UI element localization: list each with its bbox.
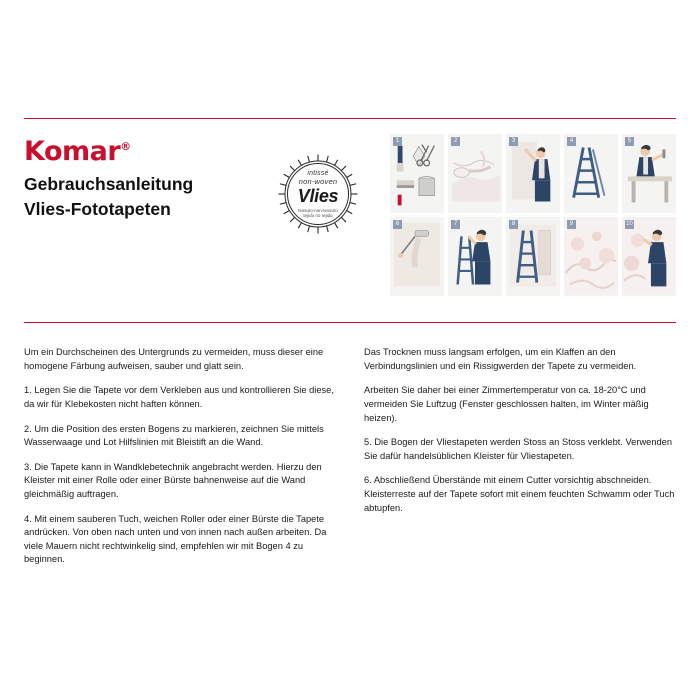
paragraph: 1. Legen Sie die Tapete vor dem Verkleben aus und kontrollieren Sie diese, da wir für Klebekosten nicht haften können. [24,385,334,410]
step-number-badge: 5 [625,137,634,146]
paragraph: 2. Um die Position des ersten Bogens zu markieren, zeichnen Sie mittels Wasserwaage und Lot Hilfslinien mit Bleistift an die Wand. [24,423,324,448]
paragraph: Um ein Durchscheinen des Untergrunds zu vermeiden, muss dieser eine homogene Färbung aufweisen, sauber und glatt sein. [24,347,324,371]
page-title-line2: Vlies-Fototapeten [24,199,171,219]
step-illustration-10 [622,217,676,296]
step-illustration-8 [506,217,560,296]
step-number-badge: 3 [509,137,518,146]
step-number-badge: 9 [567,220,576,229]
paragraph: Das Trocknen muss langsam erfolgen, um ein Klaffen an den Verbindungslinien und ein Rissigwerden der Tapete zu vermeiden. [364,347,637,371]
paragraph: 4. Mit einem sauberen Tuch, weichen Roller oder einer Bürste die Tapete andrücken. Von oben nach unten und von innen nach außen arbeiten. Da viele Mauern nicht rechtwinkelig sind, empfehlen wir mit Bogen 4 zu beginnen. [24,513,327,565]
seal-line-intisse: intissé [307,169,329,177]
step-number-badge: 6 [393,220,402,229]
step-number-badge: 7 [451,220,460,229]
step-illustration-2 [448,134,502,213]
seal-line-nonwoven: non-woven [298,177,338,187]
step-illustration-6 [390,217,444,296]
header [24,130,676,315]
step-number-badge: 8 [509,220,518,229]
seal-line-tessuto: tessuto-non-tessuto [298,208,338,214]
instruction-body [24,337,676,567]
paragraph: 6. Abschließend Überstände mit einem Cutter vorsichtig abschneiden. Kleisterreste auf der Tapete sofort mit einem feuchten Schwamm oder Tuch abtupfen. [364,475,675,513]
paragraph: Arbeiten Sie daher bei einer Zimmertemperatur von ca. 18-20°C und vermeiden Sie Luftzug (Fenster geschlossen halten, im Winter mäßig heizen). [364,385,649,423]
top-divider [24,118,676,119]
paragraph: 5. Die Bogen der Vliestapeten werden Stoss an Stoss verklebt. Verwenden Sie dafür handelsüblichen Kleister für Vliestapeten. [364,437,673,461]
registered-mark: ® [120,140,131,153]
step-number-badge: 1 [393,137,402,146]
step-illustration-9 [564,217,618,296]
page-title-line1: Gebrauchsanleitung [24,174,194,194]
step-illustration-5 [622,134,676,213]
vlies-seal [272,148,364,240]
step-illustration-4 [564,134,618,213]
instruction-column-left [24,337,336,567]
step-number-badge: 2 [451,137,460,146]
seal-main-label: Vlies [297,186,339,207]
brand-name: Komar [24,136,121,167]
instruction-column-right [364,337,676,567]
step-illustration-3 [506,134,560,213]
page-title [24,172,274,222]
step-illustration-1 [390,134,444,213]
step-illustrations [390,134,676,296]
paragraph: 3. Die Tapete kann in Wandklebetechnik angebracht werden. Hierzu den Kleister mit einer Rolle oder einer Bürste bahnenweise auf die Wand gleichmäßig auftragen. [24,461,322,500]
step-illustration-7 [448,217,502,296]
step-number-badge: 4 [567,137,576,146]
seal-line-tejido: tejido no tejido [303,212,333,218]
bottom-divider [24,322,676,323]
brand-logo [24,136,131,167]
step-number-badge: 10 [626,221,633,227]
